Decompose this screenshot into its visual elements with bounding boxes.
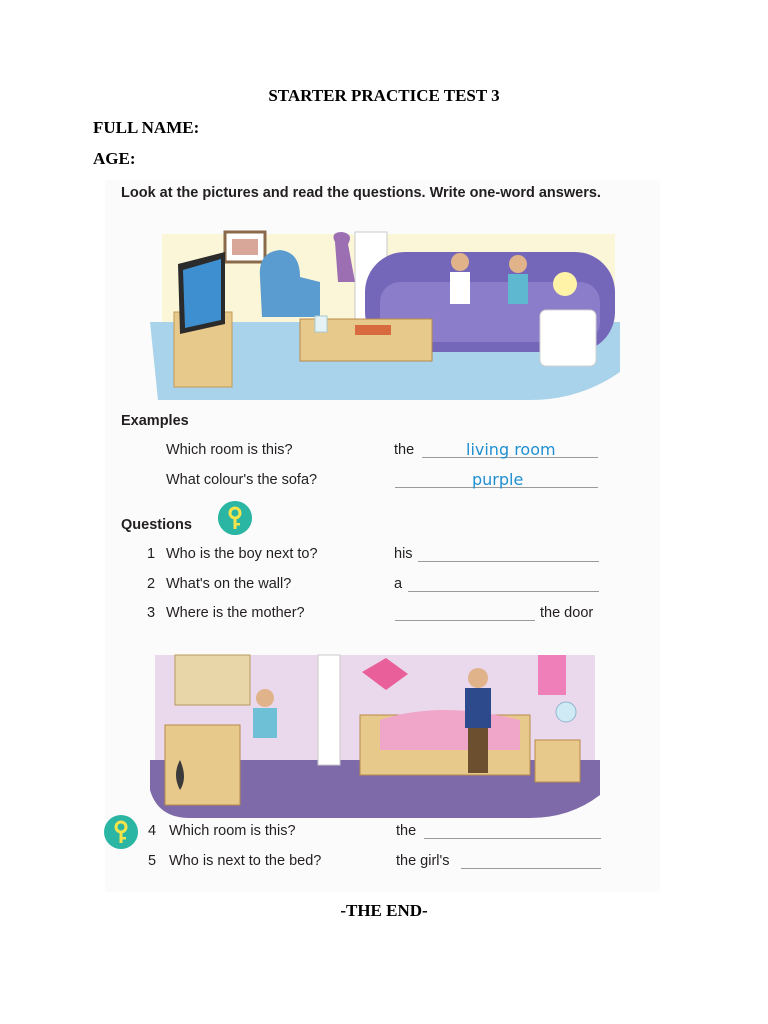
living-room-illustration [150, 222, 620, 402]
answer-line-2[interactable] [408, 591, 599, 592]
questions-heading: Questions [121, 517, 192, 533]
full-name-label: FULL NAME: [93, 118, 200, 137]
question-number-3: 3 [147, 605, 156, 621]
examples-heading: Examples [121, 413, 189, 429]
lamp [553, 272, 577, 296]
bedroom-illustration [150, 650, 600, 818]
question-prefix-5: the girl's [396, 853, 450, 869]
question-4: Which room is this? [169, 823, 296, 839]
end-text: -THE END- [340, 901, 428, 920]
boy-standing [468, 668, 488, 688]
question-number-1: 1 [147, 546, 156, 562]
page-title: STARTER PRACTICE TEST 3 [268, 86, 500, 105]
question-prefix-1: his [394, 546, 413, 562]
question-prefix-4: the [396, 823, 417, 839]
fishbowl [556, 702, 576, 722]
question-number-5: 5 [148, 853, 157, 869]
example-answer-1: living room [466, 440, 556, 459]
cupboard [175, 655, 250, 705]
question-1: Who is the boy next to? [166, 546, 318, 562]
example-question-2: What colour's the sofa? [166, 472, 318, 488]
question-5: Who is next to the bed? [169, 853, 322, 869]
example-answer-2: purple [472, 470, 524, 489]
answer-line-4[interactable] [424, 838, 601, 839]
age-label: AGE: [93, 149, 136, 168]
key-icon [104, 815, 138, 849]
girl-at-desk [256, 689, 274, 707]
side-table [540, 310, 596, 366]
door [318, 655, 340, 765]
question-2: What's on the wall? [166, 576, 292, 592]
question-prefix-2: a [394, 576, 403, 592]
example-prefix-1: the [394, 442, 415, 458]
bedside-table [535, 740, 580, 782]
boy [451, 253, 469, 271]
question-number-4: 4 [148, 823, 157, 839]
question-suffix-3: the door [540, 605, 594, 621]
poster [538, 655, 566, 695]
instructions: Look at the pictures and read the questions. Write one-word answers. [121, 185, 601, 201]
question-3: Where is the mother? [166, 605, 305, 621]
answer-line-3[interactable] [395, 620, 535, 621]
answer-line-5[interactable] [461, 868, 601, 869]
key-icon [218, 501, 252, 535]
desk [165, 725, 240, 805]
answer-line-1[interactable] [418, 561, 599, 562]
girl [509, 255, 527, 273]
question-number-2: 2 [147, 576, 156, 592]
example-question-1: Which room is this? [166, 442, 293, 458]
